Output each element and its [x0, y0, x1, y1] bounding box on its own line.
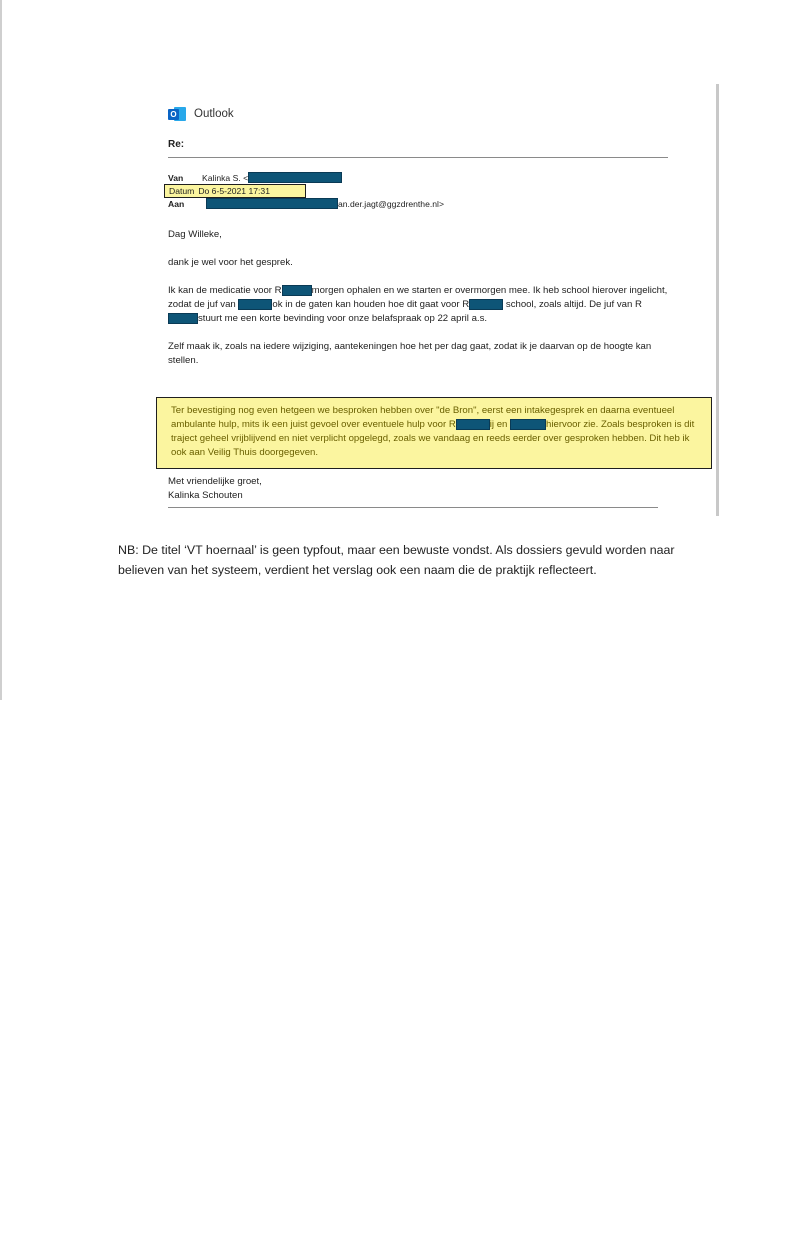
page-left-rule [0, 0, 2, 700]
closing-divider [168, 507, 658, 508]
date-value: Do 6-5-2021 17:31 [198, 185, 270, 196]
email-subject: Re: [168, 139, 668, 158]
redaction-block [510, 419, 546, 430]
email-closing [168, 475, 262, 503]
email-screenshot [168, 100, 668, 368]
redaction-block [206, 198, 338, 209]
body-paragraph-3: Zelf maak ik, zoals na iedere wijziging, aantekeningen hoe het per dag gaat, zodat ik je daarvan op de hoogte kan stellen. [168, 341, 652, 366]
date-highlight [164, 184, 306, 198]
date-row [168, 184, 668, 197]
email-meta [168, 171, 668, 210]
redaction-block [456, 419, 490, 430]
body-paragraph-1: dank je wel voor het gesprek. [168, 257, 293, 268]
from-name: Kalinka S. < [202, 172, 249, 183]
to-address: an.der.jagt@ggzdrenthe.nl> [338, 198, 444, 209]
closing-greeting: Met vriendelijke groet, [168, 476, 262, 487]
email-right-rule [716, 84, 719, 516]
date-label: Datum [169, 185, 195, 196]
from-label: Van [168, 172, 184, 183]
body-paragraph-2: Ik kan de medicatie voor R morgen ophalen en we starten er overmorgen mee. Ik heb school hierover ingelicht, zodat de juf van ok in de gaten kan houden hoe dit gaat voor R school, zoals altijd. De juf van Rstuurt me een korte bevinding voor onze belafspraak op 22 april a.s. [168, 285, 668, 324]
greeting: Dag Willeke, [168, 229, 222, 240]
from-row [168, 171, 668, 184]
redaction-block [248, 172, 342, 183]
outlook-icon: O [168, 106, 186, 122]
app-name: Outlook [194, 108, 234, 120]
redaction-block [168, 313, 198, 324]
to-label: Aan [168, 198, 185, 209]
nb-note: NB: De titel ‘VT hoernaal’ is geen typfout, maar een bewuste vondst. Als dossiers gevuld worden naar believen van het systeem, verdient het verslag ook een naam die de praktijk reflecteert. [118, 543, 675, 577]
app-header [168, 100, 668, 128]
highlighted-paragraph: Ter bevestiging nog even hetgeen we besproken hebben over "de Bron", eerst een intakegesprek en daarna eventueel ambulante hulp, mits ik een juist gevoel over eventuele hulp voor R ij en hiervoor zie. Zoals besproken is dit traject geheel vrijblijvend en niet verplicht opgelegd, zoals we vandaag en reeds eerder over gesproken hebben. Dit heb ik ook aan Veilig Thuis doorgegeven. [156, 397, 712, 469]
to-row [168, 197, 668, 210]
signature-name: Kalinka Schouten [168, 490, 243, 501]
redaction-block [282, 285, 312, 296]
redaction-block [238, 299, 272, 310]
redaction-block [469, 299, 503, 310]
